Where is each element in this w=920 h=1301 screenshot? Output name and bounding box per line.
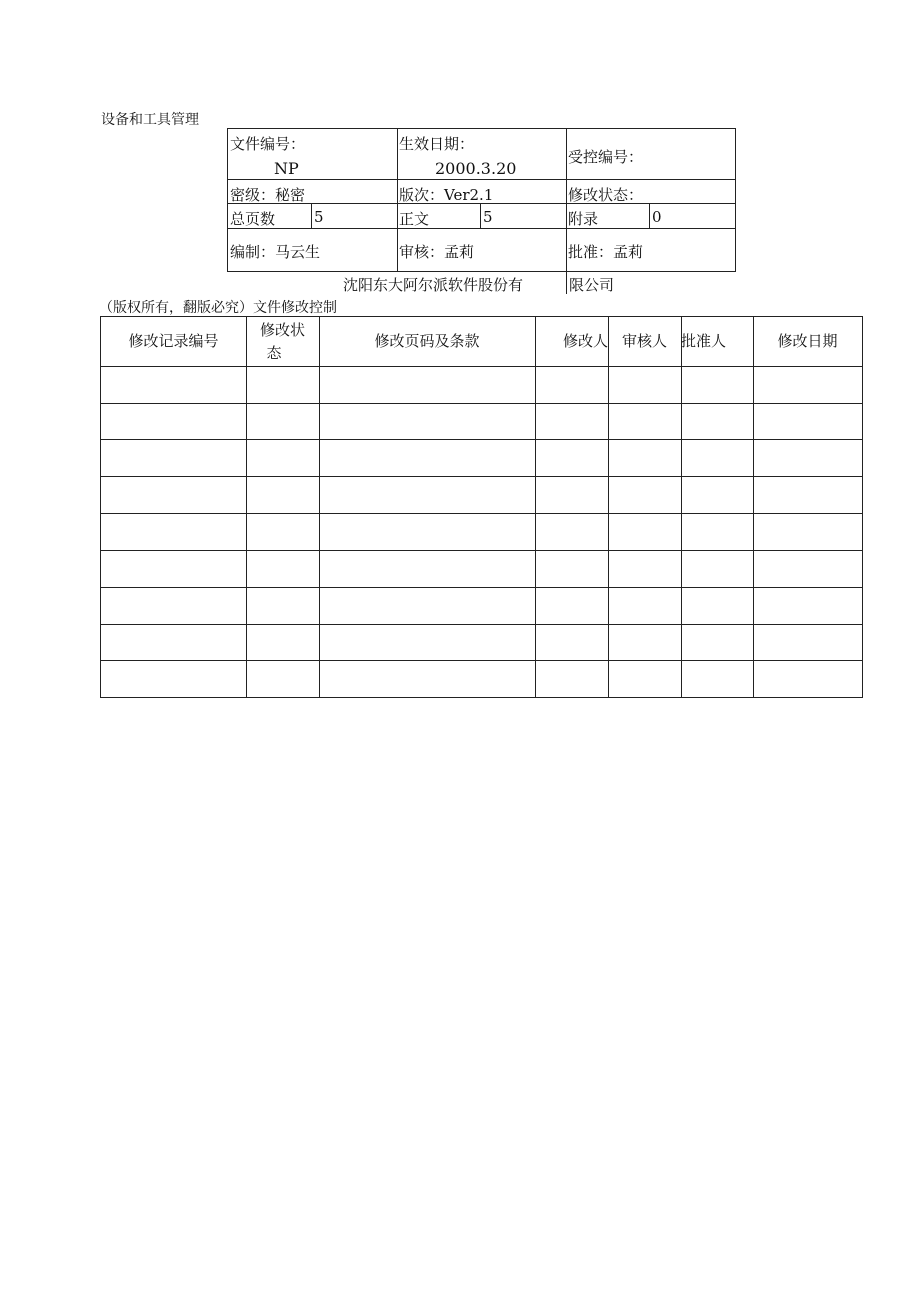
header-reviewer: 审核人 — [621, 332, 667, 350]
version: 版次：Ver2.1 — [399, 186, 494, 204]
compiled-by: 编制：马云生 — [230, 243, 321, 261]
info-col-divider — [566, 129, 567, 271]
rev-col-divider — [753, 317, 754, 697]
secrecy-level: 密级：秘密 — [230, 186, 306, 204]
header-status-line1: 修改状 — [259, 321, 305, 339]
reviewed-by: 审核：孟莉 — [399, 243, 475, 261]
approved-by: 批准：孟莉 — [568, 243, 644, 261]
header-status-line2: 态 — [266, 344, 282, 362]
rev-row-divider — [101, 366, 862, 367]
rev-col-divider — [608, 317, 609, 697]
document-category: 设备和工具管理 — [101, 112, 199, 128]
rev-row-divider — [101, 624, 862, 625]
rev-row-divider — [101, 476, 862, 477]
rev-row-divider — [101, 513, 862, 514]
body-pages-label: 正文 — [399, 210, 430, 228]
body-pages-value: 5 — [483, 208, 493, 226]
total-pages-value: 5 — [314, 208, 324, 226]
header-modifier: 修改人 — [562, 332, 608, 350]
rev-row-divider — [101, 550, 862, 551]
header-record-no: 修改记录编号 — [128, 332, 219, 350]
file-no-label: 文件编号： — [230, 135, 306, 153]
control-no-label: 受控编号： — [568, 148, 644, 166]
info-col-divider — [397, 129, 398, 271]
rev-row-divider — [101, 403, 862, 404]
appendix-label: 附录 — [568, 210, 599, 228]
rev-col-divider — [246, 317, 247, 697]
info-row-divider — [228, 179, 735, 180]
effective-date-value: 2000.3.20 — [435, 159, 517, 178]
revision-control-table — [100, 316, 863, 698]
company-divider — [566, 272, 567, 294]
rev-row-divider — [101, 439, 862, 440]
info-subcol-divider — [649, 204, 650, 228]
rev-col-divider — [535, 317, 536, 697]
appendix-value: 0 — [652, 208, 662, 226]
rev-row-divider — [101, 587, 862, 588]
copyright-line: （版权所有，翻版必究）文件修改控制 — [99, 300, 337, 316]
revision-status: 修改状态： — [568, 186, 644, 204]
header-date: 修改日期 — [777, 332, 838, 350]
header-pages-clauses: 修改页码及条款 — [374, 332, 480, 350]
info-subcol-divider — [311, 204, 312, 228]
file-no-value: NP — [274, 159, 299, 178]
rev-row-divider — [101, 660, 862, 661]
header-approver: 批准人 — [681, 332, 727, 350]
effective-date-label: 生效日期： — [399, 135, 475, 153]
total-pages-label: 总页数 — [230, 210, 276, 228]
document-info-table — [227, 128, 736, 272]
info-row-divider — [228, 228, 735, 229]
company-name: 沈阳东大阿尔派软件股份有 — [343, 276, 524, 294]
company-name-suffix: 限公司 — [569, 276, 615, 294]
info-subcol-divider — [480, 204, 481, 228]
rev-col-divider — [319, 317, 320, 697]
rev-col-divider — [681, 317, 682, 697]
